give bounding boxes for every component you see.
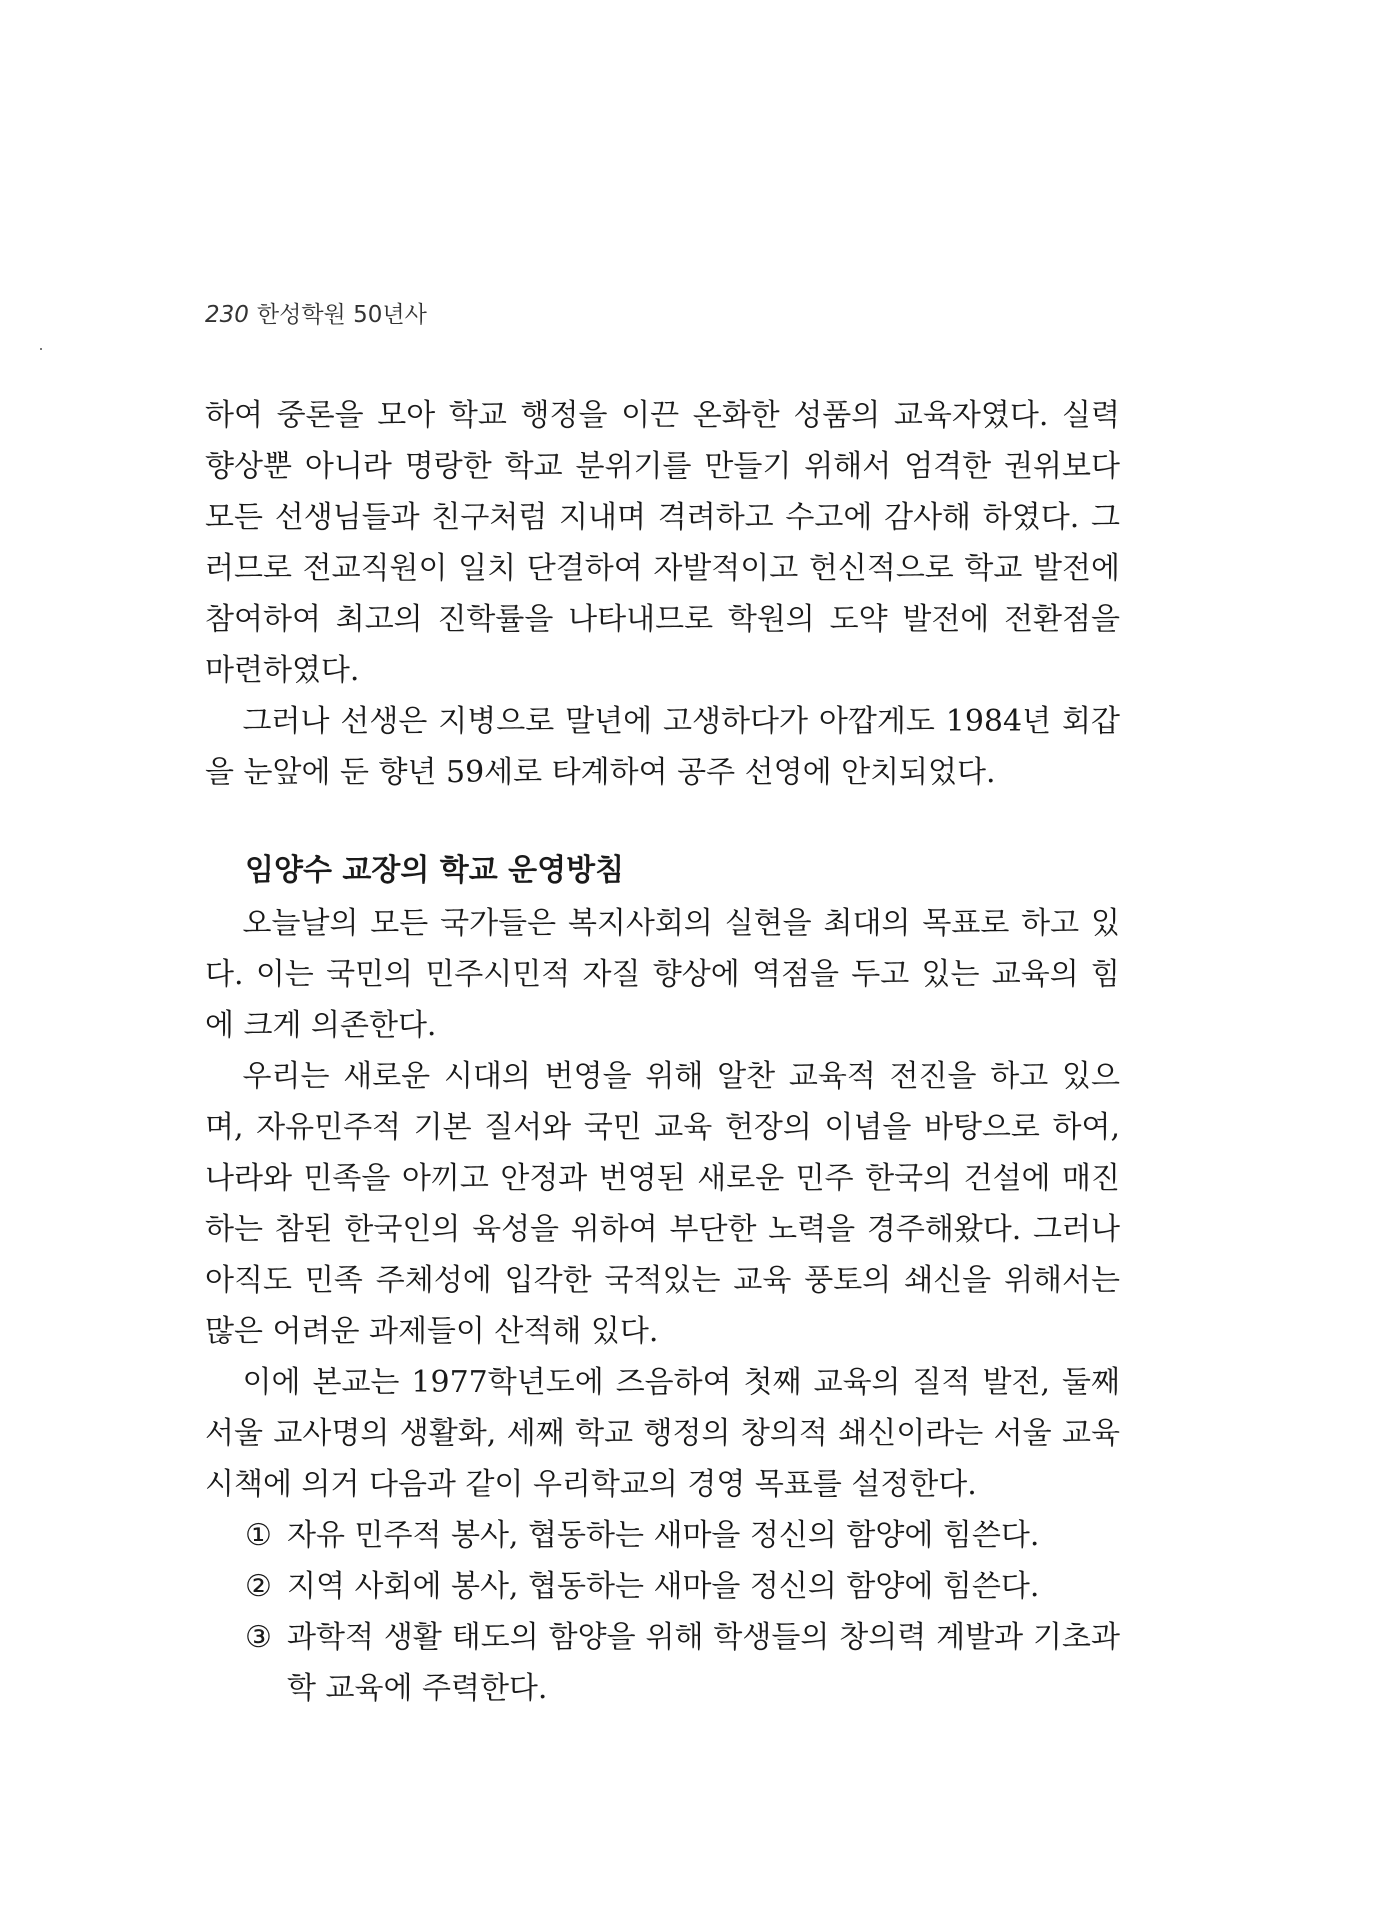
list-number: ① [245,1518,272,1553]
goal-list [205,1510,1120,1714]
paragraph: 그러나 선생은 지병으로 말년에 고생하다가 아깝게도 1984년 회갑을 눈앞에 둔 향년 59세로 타계하여 공주 선영에 안치되었다. [205,704,1120,790]
list-text: 지역 사회에 봉사, 협동하는 새마을 정신의 함양에 힘쓴다. [287,1569,1040,1604]
list-item [245,1612,1120,1714]
running-head [205,296,427,329]
margin-mark [40,348,42,350]
list-item [245,1561,1120,1612]
body-text [205,390,1120,1714]
paragraph: 이에 본교는 1977학년도에 즈음하여 첫째 교육의 질적 발전, 둘째 서울 교사명의 생활화, 세째 학교 행정의 창의적 쇄신이라는 서울 교육 시책에 의거 다음과 같이 우리학교의 경영 목표를 설정한다. [205,1365,1120,1502]
book-title: 한성학원 50년사 [256,302,427,328]
list-text: 자유 민주적 봉사, 협동하는 새마을 정신의 함양에 힘쓴다. [287,1518,1040,1553]
paragraph: 우리는 새로운 시대의 번영을 위해 알찬 교육적 전진을 하고 있으며, 자유민주적 기본 질서와 국민 교육 헌장의 이념을 바탕으로 하여, 나라와 민족을 아끼고 안정과 번영된 새로운 민주 한국의 건설에 매진하는 참된 한국인의 육성을 위하여 부단한 노력을 경주해왔다. 그러나 아직도 민족 주체성에 입각한 국적있는 교육 풍토의 쇄신을 위해서는 많은 어려운 과제들이 산적해 있다. [205,1059,1120,1349]
list-number: ③ [245,1620,272,1655]
list-text: 과학적 생활 태도의 함양을 위해 학생들의 창의력 계발과 기초과학 교육에 주력한다. [287,1620,1120,1706]
page-number: 230 [205,302,249,328]
paragraph: 하여 중론을 모아 학교 행정을 이끈 온화한 성품의 교육자였다. 실력 향상뿐 아니라 명랑한 학교 분위기를 만들기 위해서 엄격한 권위보다 모든 선생님들과 친구처럼 지내며 격려하고 수고에 감사해 하였다. 그러므로 전교직원이 일치 단결하여 자발적이고 헌신적으로 학교 발전에 참여하여 최고의 진학률을 나타내므로 학원의 도약 발전에 전환점을 마련하였다. [205,398,1120,688]
section-title: 임양수 교장의 학교 운영방침 [245,853,625,888]
list-number: ② [245,1569,272,1604]
paragraph: 오늘날의 모든 국가들은 복지사회의 실현을 최대의 목표로 하고 있다. 이는 국민의 민주시민적 자질 향상에 역점을 두고 있는 교육의 힘에 크게 의존한다. [205,906,1120,1043]
list-item [245,1510,1120,1561]
